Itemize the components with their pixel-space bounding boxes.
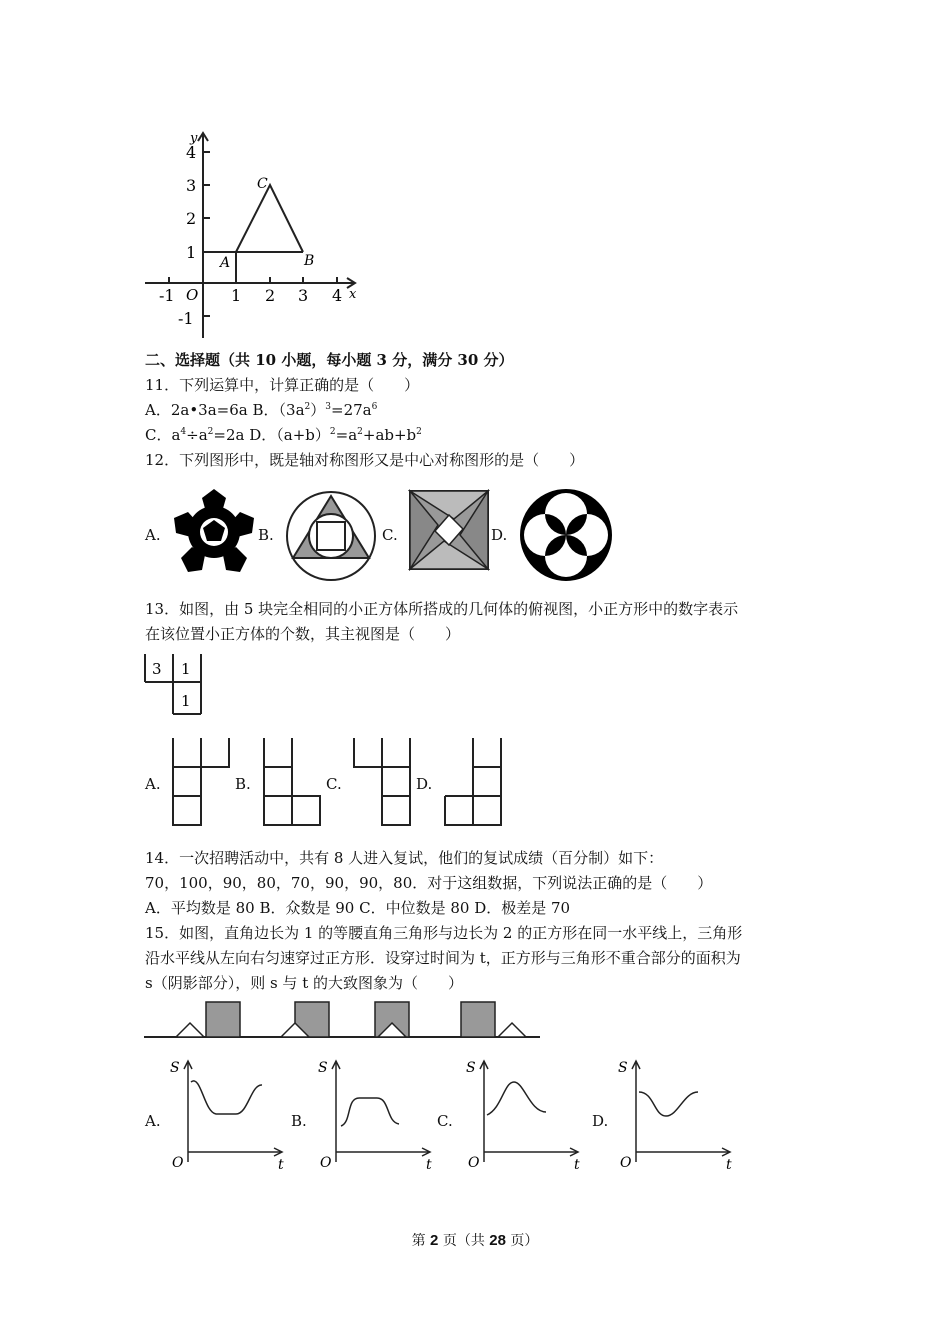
y-tick-2: 2 bbox=[186, 209, 197, 228]
graph-b-s-label: S bbox=[318, 1060, 328, 1076]
graph-c-t-label: t bbox=[574, 1157, 580, 1172]
q15-label-c: C. bbox=[437, 1112, 453, 1130]
point-label-c: C bbox=[257, 176, 268, 192]
q12-figure-d-circle-flower bbox=[518, 487, 614, 583]
q12-label-c: C. bbox=[382, 526, 398, 544]
q15-graph-d bbox=[614, 1052, 738, 1172]
y-tick-neg1: -1 bbox=[178, 309, 194, 328]
q15-graph-c bbox=[462, 1052, 586, 1172]
x-tick-3: 3 bbox=[298, 286, 309, 305]
x-tick-4: 4 bbox=[332, 286, 343, 305]
q13-front-view-c bbox=[351, 736, 415, 828]
x-tick-2: 2 bbox=[265, 286, 276, 305]
page-number: 2 bbox=[430, 1232, 439, 1249]
q13-label-c: C. bbox=[326, 775, 342, 793]
q14-line-3: A．平均数是 80 B．众数是 90 C．中位数是 80 D．极差是 70 bbox=[145, 899, 571, 917]
q12-label-d: D. bbox=[491, 526, 508, 544]
q15-label-a: A. bbox=[145, 1112, 161, 1130]
q15-line-3: s（阴影部分），则 s 与 t 的大致图象为（ ） bbox=[145, 974, 463, 992]
q11-options-cd bbox=[145, 425, 422, 445]
q14-line-1: 14．一次招聘活动中，共有 8 人进入复试，他们的复试成绩（百分制）如下： bbox=[145, 849, 664, 867]
q15-graph-a bbox=[166, 1052, 290, 1172]
graph-c-s-label: S bbox=[466, 1060, 476, 1076]
page-footer: 第 2 页（共 28 页） bbox=[411, 1232, 539, 1249]
q12-figure-b-circle-triangle bbox=[283, 488, 379, 584]
origin-label: O bbox=[186, 286, 199, 304]
q13-front-view-b bbox=[261, 736, 325, 828]
q12-label-a: A. bbox=[145, 526, 161, 544]
y-tick-4: 4 bbox=[186, 143, 197, 162]
graph-d-origin: O bbox=[620, 1155, 632, 1171]
q13-top-view bbox=[142, 652, 206, 716]
grid-number-3: 1 bbox=[181, 692, 191, 710]
y-tick-3: 3 bbox=[186, 176, 197, 195]
graph-a-t-label: t bbox=[278, 1157, 284, 1172]
grid-number-2: 1 bbox=[181, 660, 191, 678]
q13-label-a: A. bbox=[145, 775, 161, 793]
q15-motion-figure bbox=[140, 998, 545, 1042]
graph-b-origin: O bbox=[320, 1155, 332, 1171]
x-tick-neg1: -1 bbox=[159, 286, 175, 305]
graph-c-origin: O bbox=[468, 1155, 480, 1171]
q12-figure-c-square-pinwheel bbox=[408, 489, 490, 571]
q13-line-1: 13．如图，由 5 块完全相同的小正方体所搭成的几何体的俯视图，小正方形中的数字表示 bbox=[145, 600, 739, 618]
graph-d-t-label: t bbox=[726, 1157, 732, 1172]
q14-line-2: 70，100，90，80，70，90，90，80．对于这组数据，下列说法正确的是（ ） bbox=[145, 874, 713, 892]
q15-label-d: D. bbox=[592, 1112, 609, 1130]
page-total: 28 bbox=[489, 1232, 506, 1249]
coordinate-figure bbox=[140, 128, 370, 343]
q15-label-b: B. bbox=[291, 1112, 307, 1130]
q11-option-c: C．$a^4\div a^2=2a$ bbox=[145, 426, 245, 444]
q12-label-b: B. bbox=[258, 526, 274, 544]
q13-label-b: B. bbox=[235, 775, 251, 793]
x-tick-1: 1 bbox=[231, 286, 242, 305]
q11-option-b: B．$(3a^2)^3=27a^6$ bbox=[252, 401, 378, 419]
triangle-abc bbox=[236, 185, 303, 252]
q15-line-1: 15．如图，直角边长为 1 的等腰直角三角形与边长为 2 的正方形在同一水平线上，三角形 bbox=[145, 924, 743, 942]
q13-label-d: D. bbox=[416, 775, 433, 793]
q11-option-d: D．$(a+b)^2=a^2+ab+b^2$ bbox=[249, 426, 422, 444]
q11-option-a: A．2a•3a=6a bbox=[145, 401, 248, 419]
q15-line-2: 沿水平线从左向右匀速穿过正方形．设穿过时间为 t，正方形与三角形不重合部分的面积为 bbox=[145, 949, 741, 967]
graph-d-s-label: S bbox=[618, 1060, 628, 1076]
q13-line-2: 在该位置小正方体的个数，其主视图是（ ） bbox=[145, 625, 461, 643]
point-label-a: A bbox=[220, 255, 231, 271]
q12-figure-a-pentagons bbox=[170, 488, 258, 576]
q11-options-ab bbox=[145, 400, 377, 420]
y-label: y bbox=[190, 131, 198, 146]
graph-b-t-label: t bbox=[426, 1157, 432, 1172]
q13-front-view-a bbox=[170, 736, 234, 828]
graph-a-s-label: S bbox=[170, 1060, 180, 1076]
q11-stem: 11．下列运算中，计算正确的是（ ） bbox=[145, 376, 420, 394]
point-label-b: B bbox=[304, 253, 315, 269]
x-label: x bbox=[349, 287, 357, 302]
section-title: 二、选择题（共 10 小题，每小题 3 分，满分 30 分） bbox=[145, 351, 514, 369]
q12-stem: 12．下列图形中，既是轴对称图形又是中心对称图形的是（ ） bbox=[145, 451, 585, 469]
grid-number-1: 3 bbox=[152, 660, 162, 678]
y-tick-1: 1 bbox=[186, 243, 197, 262]
q13-front-view-d bbox=[442, 736, 506, 828]
graph-a-origin: O bbox=[172, 1155, 184, 1171]
q15-graph-b bbox=[314, 1052, 438, 1172]
